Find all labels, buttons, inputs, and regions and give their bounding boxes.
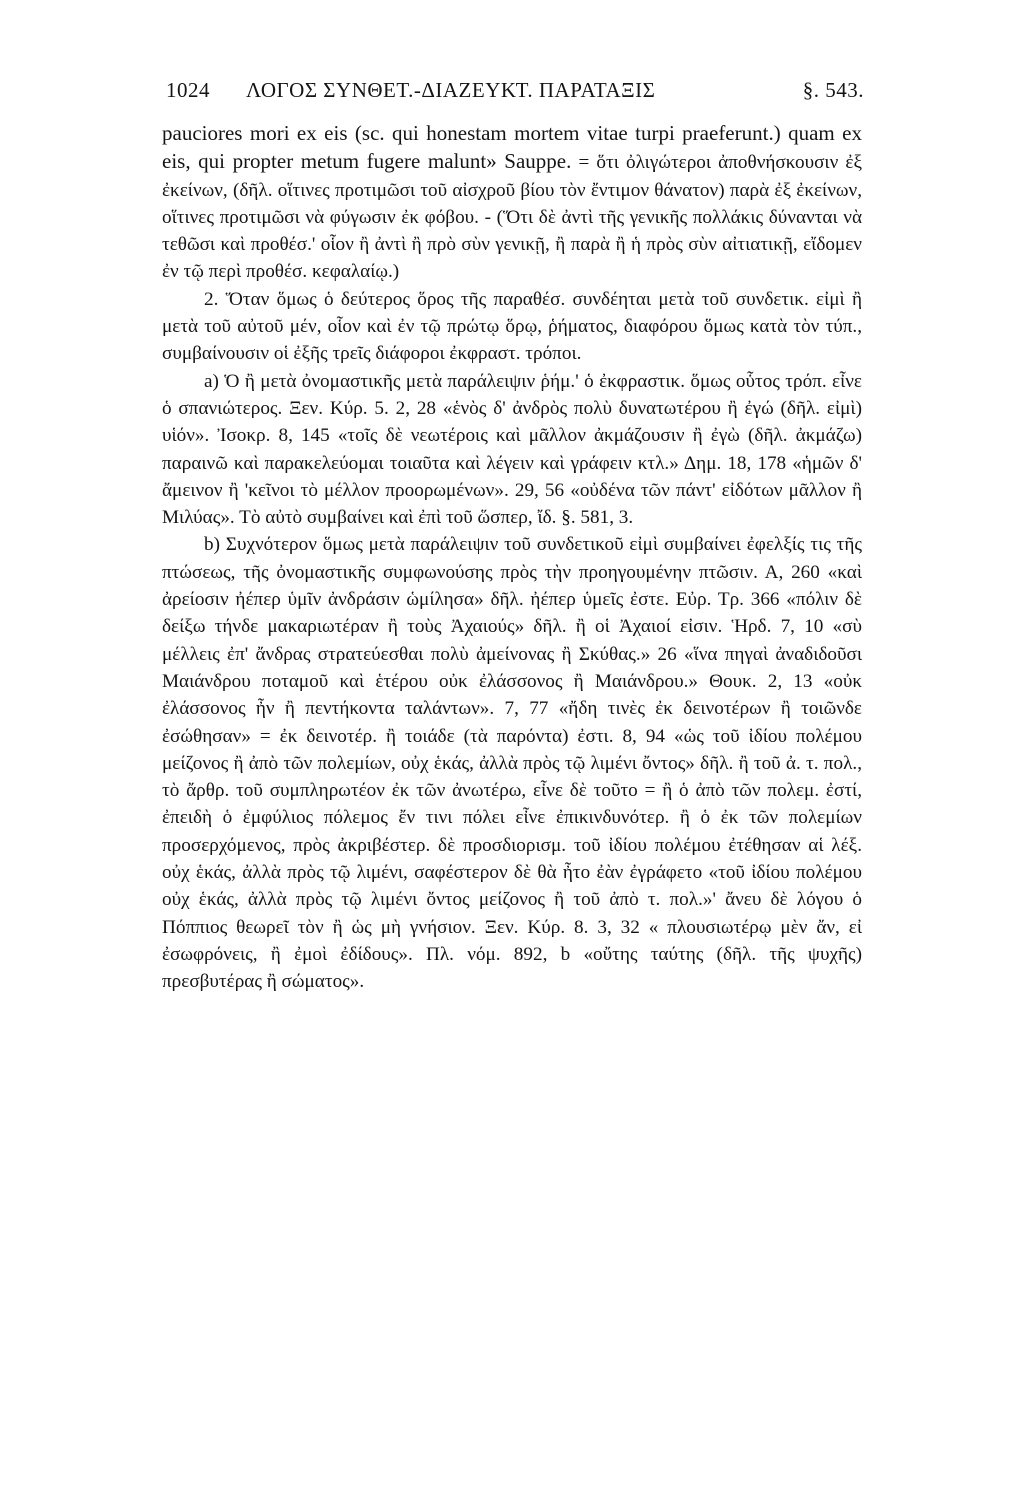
paragraph-2: 2. Ὅταν ὅμως ὁ δεύτερος ὅρος τῆς παραθέσ. συνδέηται μετὰ τοῦ συνδετικ. εἰμὶ ἢ μετὰ τοῦ αὐτοῦ μέν, οἷον καὶ ἐν τῷ πρώτῳ ὅρῳ, ῥήματος, διαφόρου ὅμως κατὰ τὸν τύπ., συμβαίνουσιν οἱ ἐξῆς τρεῖς διάφοροι ἐκφραστ. τρόποι. — [162, 288, 862, 365]
paragraph-4: b) Συχνότερον ὅμως μετὰ παράλειψιν τοῦ συνδετικοῦ εἰμὶ συμβαίνει ἐφελξίς τις τῆς πτώσεως, τῆς ὀνομαστικῆς συμφωνούσης πρὸς τὴν προηγουμένην πτῶσιν. Α, 260 «καὶ ἀρείοσιν ἠέπερ ὑμῖν ἀνδράσιν ὡμίλησα» δῆλ. ἠέπερ ὑμεῖς ἐστε. Εὐρ. Τρ. 366 «πόλιν δὲ δείξω τήνδε μακαριωτέραν ἢ τοὺς Ἀχαιούς» δῆλ. ἢ οἱ Ἀχαιοί εἰσιν. Ἡρδ. 7, 10 «σὺ μέλλεις ἐπ' ἄνδρας στρατεύεσθαι πολὺ ἀμείνονας ἢ Σκύθας.» 26 «ἵνα πηγαὶ ἀναδιδοῦσι Μαιάνδρου ποταμοῦ καὶ ἑτέρου οὐκ ἐλάσσονος ἢ Μαιάνδρου.» Θουκ. 2, 13 «οὐκ ἐλάσσονος ἦν ἢ πεντήκοντα ταλάντων». 7, 77 «ἤδη τινὲς ἐκ δεινοτέρων ἢ τοιῶνδε ἐσώθησαν» = ἐκ δεινοτέρ. ἢ τοιάδε (τὰ παρόντα) ἐστι. 8, 94 «ὡς τοῦ ἰδίου πολέμου μείζονος ἢ ἀπὸ τῶν πολεμίων, οὐχ ἑκάς, ἀλλὰ πρὸς τῷ λιμένι ὄντος» δῆλ. ἢ τοῦ ἀ. τ. πολ., τὸ ἄρθρ. τοῦ συμπληρωτέον ἐκ τῶν ἀνωτέρω, εἶνε δὲ τοῦτο = ἢ ὁ ἀπὸ τῶν πολεμ. ἐστί, ἐπειδὴ ὁ ἐμφύλιος πόλεμος ἔν τινι πόλει εἶνε ἐπικινδυνότερ. ἢ ὁ ἐκ τῶν πολεμίων προσερχόμενος, πρὸς ἀκριβέστερ. δὲ προσδιορισμ. τοῦ ἰδίου πολέμου ἐτέθησαν αἱ λέξ. οὐχ ἑκάς, ἀλλὰ πρὸς τῷ λιμένι, σαφέστερον δὲ θὰ ἦτο ἐὰν ἐγράφετο «τοῦ ἰδίου πολέμου οὐχ ἑκάς, ἀλλὰ πρὸς τῷ λιμένι ὄντος μείζονος ἢ τοῦ ἀπὸ τ. πολ.»' ἄνευ δὲ λόγου ὁ Πόππιος θεωρεῖ τὸν ἢ ὡς μὴ γνήσιον. Ξεν. Κύρ. 8. 3, 32 « πλουσιωτέρῳ μὲν ἄν, εἰ ἐσωφρόνεις, ἢ ἐμοὶ ἐδίδους». Πλ. νόμ. 892, b «οὔτης ταύτης (δῆλ. τῆς ψυχῆς) πρεσβυτέρας ἢ σώματος». — [162, 534, 862, 993]
page-number: 1024 — [166, 78, 210, 102]
page-body — [162, 120, 862, 996]
paragraph-1 — [162, 120, 862, 286]
paragraph-3: a) Ὁ ἢ μετὰ ὀνομαστικῆς μετὰ παράλειψιν ῥήμ.' ὁ ἐκφραστικ. ὅμως οὗτος τρόπ. εἶνε ὁ σπανιώτερος. Ξεν. Κύρ. 5. 2, 28 «ἑνὸς δ' ἀνδρὸς πολὺ δυνατωτέρου ἢ ἐγώ (δῆλ. εἰμὶ) υἱόν». Ἰσοκρ. 8, 145 «τοῖς δὲ νεωτέροις καὶ μᾶλλον ἀκμάζουσιν ἢ ἐγὼ (δῆλ. ἀκμάζω) παραινῶ καὶ παρακελεύομαι τοιαῦτα καὶ λέγειν καὶ γράφειν κτλ.» Δημ. 18, 178 «ἡμῶν δ' ἄμεινον ἢ 'κεῖνοι τὸ μέλλον προορωμένων». 29, 56 «οὐδένα τῶν πάντ' εἰδότων μᾶλλον ἢ Μιλύας». Τὸ αὐτὸ συμβαίνει καὶ ἐπὶ τοῦ ὥσπερ, ἴδ. §. 581, 3. — [162, 370, 862, 529]
section-number: §. 543. — [802, 78, 864, 102]
latin-quotation: pauciores mori ex eis (sc. qui honestam mortem vitae turpi praeferunt.) quam ex eis, qui propter metum fugere malunt» Sauppe. — [162, 121, 862, 174]
running-title: ΛΟΓΟΣ ΣΥΝΘΕΤ.-ΔΙΑΖΕΥΚΤ. ΠΑΡΑΤΑΞΙΣ — [246, 78, 656, 102]
running-header — [160, 70, 864, 110]
greek-explanation: = ὅτι ὀλιγώτεροι ἀποθνήσκουσιν ἐξ ἐκείνων, (δῆλ. οἵτινες προτιμῶσι τοῦ αἰσχροῦ βίου τὸν ἔντιμον θάνατον) παρὰ ἐξ ἐκείνων, οἵτινες προτιμῶσι νὰ φύγωσιν ἐκ φόβου. - (Ὅτι δὲ ἀντὶ τῆς γενικῆς πολλάκις δύνανται νὰ τεθῶσι καὶ προθέσ.' οἷον ἢ ἀντὶ ἢ πρὸ σὺν γενικῇ, ἢ παρὰ ἢ ἡ πρὸς σὺν αἰτιατικῇ, εἴδομεν ἐν τῷ περὶ προθέσ. κεφαλαίῳ.) — [162, 152, 863, 283]
